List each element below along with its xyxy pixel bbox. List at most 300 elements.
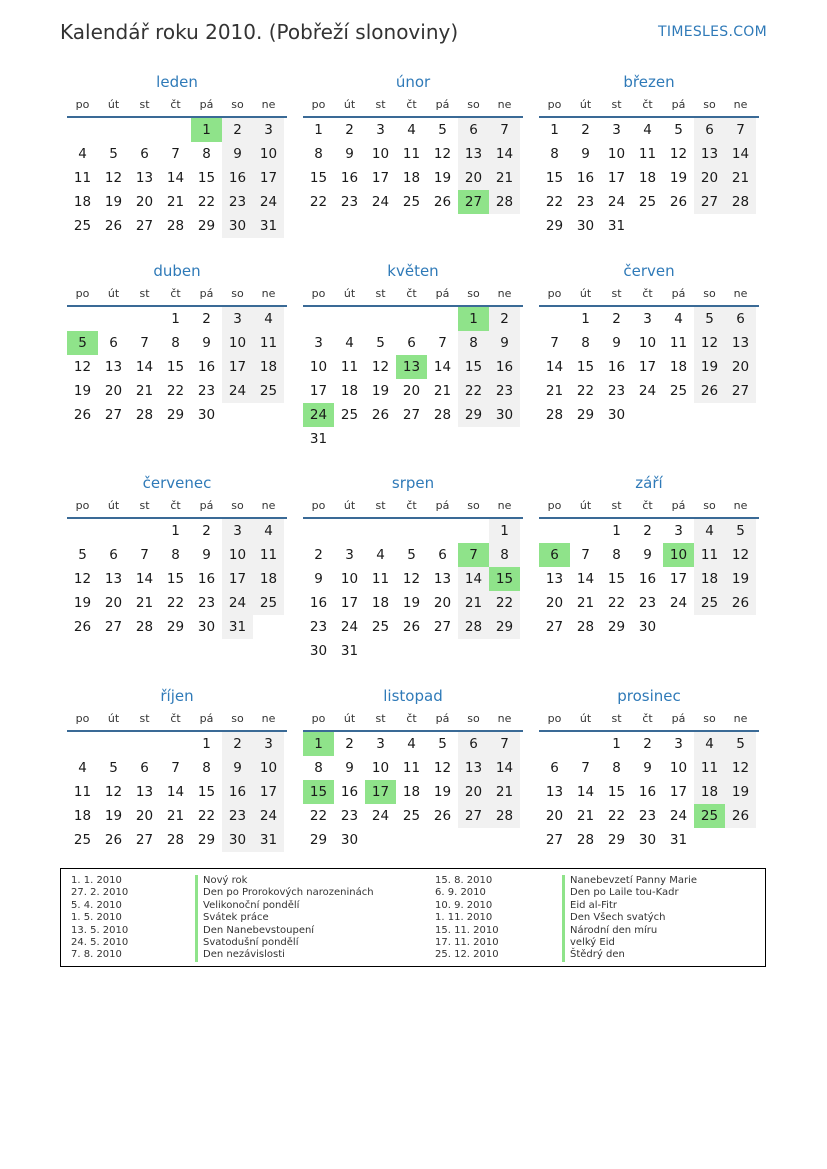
day-cell: 11 bbox=[638, 146, 657, 162]
empty-cell bbox=[365, 639, 396, 663]
week-row bbox=[303, 190, 523, 214]
day-cell: 29 bbox=[166, 619, 185, 635]
day-cell: 23 bbox=[197, 383, 216, 399]
day-cell: 23 bbox=[340, 808, 359, 824]
day-cell: 8 bbox=[612, 760, 621, 776]
empty-cell bbox=[694, 403, 725, 427]
weekday-label: čt bbox=[170, 712, 181, 725]
weekday-label: čt bbox=[406, 499, 417, 512]
day-cell: 7 bbox=[581, 547, 590, 563]
day-cell: 7 bbox=[140, 547, 149, 563]
weekend-day-cell: 6 bbox=[458, 118, 489, 142]
weekday-label: st bbox=[611, 499, 622, 512]
holiday-name: Eid al-Fitr bbox=[562, 900, 697, 912]
weekend-day-cell: 13 bbox=[458, 142, 489, 166]
day-cell: 12 bbox=[73, 359, 92, 375]
weekend-day-cell: 27 bbox=[458, 804, 489, 828]
day-cell: 2 bbox=[202, 523, 211, 539]
day-cell: 27 bbox=[135, 832, 154, 848]
empty-cell bbox=[663, 615, 694, 639]
empty-cell bbox=[129, 307, 160, 331]
weekend-day-cell: 23 bbox=[222, 804, 253, 828]
weekend-day-cell: 4 bbox=[253, 307, 284, 331]
empty-cell bbox=[458, 639, 489, 663]
weekday-header bbox=[539, 94, 759, 116]
weekend-day-cell: 31 bbox=[253, 214, 284, 238]
legend-dates-right bbox=[435, 875, 499, 962]
day-cell: 15 bbox=[166, 359, 185, 375]
day-cell: 9 bbox=[643, 760, 652, 776]
weekday-header bbox=[303, 708, 523, 730]
week-row bbox=[67, 756, 287, 780]
weekday-label: čt bbox=[170, 287, 181, 300]
week-row bbox=[539, 780, 759, 804]
day-cell: 20 bbox=[104, 595, 123, 611]
holiday-date: 13. 5. 2010 bbox=[71, 924, 129, 936]
day-cell: 29 bbox=[545, 218, 564, 234]
day-cell: 29 bbox=[576, 407, 595, 423]
day-cell: 2 bbox=[612, 311, 621, 327]
day-cell: 16 bbox=[309, 595, 328, 611]
weekend-day-cell: 29 bbox=[458, 403, 489, 427]
empty-cell bbox=[98, 118, 129, 142]
empty-cell bbox=[427, 639, 458, 663]
day-cell: 15 bbox=[607, 571, 626, 587]
day-cell: 9 bbox=[643, 547, 652, 563]
weekend-day-cell: 21 bbox=[489, 166, 520, 190]
weekday-label: út bbox=[107, 287, 120, 300]
legend-names-right bbox=[562, 875, 697, 962]
day-cell: 25 bbox=[73, 832, 92, 848]
week-row bbox=[67, 804, 287, 828]
weekend-day-cell: 15 bbox=[458, 355, 489, 379]
weekend-day-cell: 8 bbox=[489, 543, 520, 567]
week-row bbox=[303, 403, 523, 427]
weekend-day-cell: 11 bbox=[253, 543, 284, 567]
day-cell: 10 bbox=[340, 571, 359, 587]
weekend-day-cell: 11 bbox=[253, 331, 284, 355]
week-row bbox=[539, 214, 759, 238]
day-cell: 23 bbox=[197, 595, 216, 611]
day-cell: 7 bbox=[550, 335, 559, 351]
empty-cell bbox=[396, 307, 427, 331]
month-červen bbox=[539, 259, 759, 427]
day-cell: 21 bbox=[166, 808, 185, 824]
day-cell: 19 bbox=[371, 383, 390, 399]
day-cell: 24 bbox=[371, 808, 390, 824]
day-cell: 21 bbox=[433, 383, 452, 399]
day-cell: 19 bbox=[73, 383, 92, 399]
weekend-day-cell: 30 bbox=[222, 828, 253, 852]
weekday-label: so bbox=[231, 499, 244, 512]
empty-cell bbox=[427, 519, 458, 543]
day-cell: 25 bbox=[371, 619, 390, 635]
weekend-day-cell: 7 bbox=[489, 118, 520, 142]
day-cell: 27 bbox=[135, 218, 154, 234]
day-cell: 14 bbox=[545, 359, 564, 375]
weekday-label: so bbox=[703, 98, 716, 111]
week-row bbox=[539, 828, 759, 852]
weekend-day-cell: 8 bbox=[458, 331, 489, 355]
week-row bbox=[539, 142, 759, 166]
empty-cell bbox=[458, 519, 489, 543]
weekday-label: út bbox=[579, 712, 592, 725]
weekday-label: po bbox=[75, 499, 90, 512]
day-cell: 18 bbox=[73, 808, 92, 824]
weekend-day-cell: 25 bbox=[694, 591, 725, 615]
weekday-label: ne bbox=[497, 499, 512, 512]
empty-cell bbox=[334, 519, 365, 543]
empty-cell bbox=[427, 828, 458, 852]
holiday-date: 6. 9. 2010 bbox=[435, 887, 486, 899]
day-cell: 7 bbox=[171, 760, 180, 776]
weekday-label: so bbox=[231, 98, 244, 111]
day-cell: 30 bbox=[197, 407, 216, 423]
weekday-header bbox=[67, 94, 287, 116]
day-cell: 11 bbox=[402, 760, 421, 776]
holiday-day-cell: 1 bbox=[458, 307, 489, 331]
week-row bbox=[539, 756, 759, 780]
day-cell: 10 bbox=[309, 359, 328, 375]
weekend-day-cell: 28 bbox=[489, 804, 520, 828]
holiday-day-cell: 24 bbox=[303, 403, 334, 427]
empty-cell bbox=[427, 427, 458, 451]
empty-cell bbox=[98, 307, 129, 331]
empty-cell bbox=[334, 427, 365, 451]
day-cell: 27 bbox=[545, 619, 564, 635]
weekend-day-cell: 5 bbox=[725, 732, 756, 756]
weekday-label: pá bbox=[671, 287, 686, 300]
day-cell: 10 bbox=[371, 760, 390, 776]
weekday-label: pá bbox=[199, 499, 214, 512]
day-cell: 27 bbox=[545, 832, 564, 848]
weekend-day-cell: 19 bbox=[694, 355, 725, 379]
weekend-day-cell: 4 bbox=[694, 519, 725, 543]
day-cell: 3 bbox=[674, 523, 683, 539]
day-cell: 26 bbox=[433, 808, 452, 824]
empty-cell bbox=[570, 732, 601, 756]
day-cell: 26 bbox=[73, 407, 92, 423]
day-cell: 3 bbox=[376, 736, 385, 752]
empty-cell bbox=[98, 519, 129, 543]
day-cell: 29 bbox=[607, 832, 626, 848]
empty-cell bbox=[725, 214, 756, 238]
weekend-day-cell: 2 bbox=[222, 732, 253, 756]
holiday-date: 10. 9. 2010 bbox=[435, 899, 493, 911]
day-cell: 31 bbox=[340, 643, 359, 659]
day-cell: 9 bbox=[612, 335, 621, 351]
weekend-day-cell: 26 bbox=[725, 804, 756, 828]
month-name: září bbox=[635, 474, 663, 492]
day-cell: 15 bbox=[197, 170, 216, 186]
day-cell: 16 bbox=[340, 784, 359, 800]
weekday-label: pá bbox=[671, 499, 686, 512]
day-cell: 26 bbox=[104, 218, 123, 234]
weekend-day-cell: 5 bbox=[694, 307, 725, 331]
holiday-day-cell: 5 bbox=[67, 331, 98, 355]
week-row bbox=[303, 615, 523, 639]
day-cell: 30 bbox=[576, 218, 595, 234]
empty-cell bbox=[365, 427, 396, 451]
empty-cell bbox=[570, 519, 601, 543]
day-cell: 23 bbox=[638, 595, 657, 611]
weekend-day-cell: 17 bbox=[253, 780, 284, 804]
day-cell: 31 bbox=[669, 832, 688, 848]
weekday-label: út bbox=[579, 499, 592, 512]
day-cell: 8 bbox=[550, 146, 559, 162]
weekend-day-cell: 23 bbox=[222, 190, 253, 214]
day-cell: 21 bbox=[166, 194, 185, 210]
day-cell: 12 bbox=[73, 571, 92, 587]
day-cell: 22 bbox=[545, 194, 564, 210]
weekend-day-cell: 25 bbox=[253, 591, 284, 615]
weekend-day-cell: 1 bbox=[489, 519, 520, 543]
month-name: duben bbox=[153, 262, 201, 280]
empty-cell bbox=[396, 828, 427, 852]
weekday-label: pá bbox=[199, 98, 214, 111]
holiday-date: 1. 5. 2010 bbox=[71, 912, 122, 924]
day-cell: 22 bbox=[197, 808, 216, 824]
weekend-day-cell: 27 bbox=[725, 379, 756, 403]
holiday-day-cell: 1 bbox=[303, 732, 334, 756]
holiday-name: Štědrý den bbox=[562, 949, 697, 961]
weekday-label: pá bbox=[435, 712, 450, 725]
day-cell: 13 bbox=[135, 170, 154, 186]
weekend-day-cell: 13 bbox=[458, 756, 489, 780]
holiday-date: 17. 11. 2010 bbox=[435, 936, 499, 948]
empty-cell bbox=[663, 403, 694, 427]
day-cell: 18 bbox=[371, 595, 390, 611]
day-cell: 23 bbox=[607, 383, 626, 399]
day-cell: 19 bbox=[104, 194, 123, 210]
week-row bbox=[67, 166, 287, 190]
weekday-label: pá bbox=[671, 712, 686, 725]
weekday-label: út bbox=[107, 98, 120, 111]
day-cell: 25 bbox=[340, 407, 359, 423]
legend-dates-left bbox=[71, 875, 128, 962]
day-cell: 16 bbox=[576, 170, 595, 186]
day-cell: 4 bbox=[407, 122, 416, 138]
day-cell: 15 bbox=[576, 359, 595, 375]
weekend-day-cell: 28 bbox=[458, 615, 489, 639]
day-cell: 17 bbox=[340, 595, 359, 611]
week-row bbox=[539, 166, 759, 190]
weekday-label: so bbox=[703, 499, 716, 512]
day-cell: 29 bbox=[166, 407, 185, 423]
week-row bbox=[67, 591, 287, 615]
empty-cell bbox=[396, 519, 427, 543]
month-name: říjen bbox=[160, 687, 194, 705]
day-cell: 5 bbox=[109, 760, 118, 776]
day-cell: 31 bbox=[607, 218, 626, 234]
month-name: leden bbox=[156, 73, 198, 91]
weekday-label: so bbox=[467, 287, 480, 300]
weekend-day-cell: 19 bbox=[725, 567, 756, 591]
empty-cell bbox=[632, 214, 663, 238]
week-row bbox=[303, 307, 523, 331]
weekday-label: ne bbox=[261, 287, 276, 300]
day-cell: 25 bbox=[669, 383, 688, 399]
month-srpen bbox=[303, 471, 523, 663]
day-cell: 29 bbox=[607, 619, 626, 635]
weekday-label: út bbox=[579, 98, 592, 111]
empty-cell bbox=[489, 427, 520, 451]
weekend-day-cell: 10 bbox=[253, 756, 284, 780]
week-row bbox=[67, 780, 287, 804]
weekday-label: čt bbox=[642, 98, 653, 111]
day-cell: 17 bbox=[638, 359, 657, 375]
day-cell: 27 bbox=[433, 619, 452, 635]
day-cell: 28 bbox=[166, 832, 185, 848]
day-cell: 11 bbox=[669, 335, 688, 351]
week-row bbox=[67, 118, 287, 142]
week-row bbox=[67, 403, 287, 427]
holiday-day-cell: 13 bbox=[396, 355, 427, 379]
week-row bbox=[67, 190, 287, 214]
day-cell: 16 bbox=[638, 784, 657, 800]
weekday-label: po bbox=[75, 98, 90, 111]
weekday-label: pá bbox=[435, 98, 450, 111]
day-cell: 28 bbox=[576, 832, 595, 848]
day-cell: 27 bbox=[104, 619, 123, 635]
weekend-day-cell: 18 bbox=[253, 355, 284, 379]
day-cell: 1 bbox=[612, 736, 621, 752]
weekend-day-cell: 26 bbox=[725, 591, 756, 615]
weekend-day-cell: 30 bbox=[222, 214, 253, 238]
weekend-day-cell: 24 bbox=[222, 379, 253, 403]
week-row bbox=[539, 519, 759, 543]
weekday-label: ne bbox=[261, 499, 276, 512]
day-cell: 28 bbox=[576, 619, 595, 635]
day-cell: 16 bbox=[607, 359, 626, 375]
holiday-day-cell: 6 bbox=[539, 543, 570, 567]
weekday-label: út bbox=[107, 499, 120, 512]
day-cell: 24 bbox=[669, 808, 688, 824]
day-cell: 4 bbox=[78, 760, 87, 776]
day-cell: 19 bbox=[402, 595, 421, 611]
weekend-day-cell: 12 bbox=[694, 331, 725, 355]
week-row bbox=[303, 543, 523, 567]
holiday-date: 15. 8. 2010 bbox=[435, 875, 493, 886]
empty-cell bbox=[67, 519, 98, 543]
weekend-day-cell: 21 bbox=[489, 780, 520, 804]
day-cell: 5 bbox=[438, 122, 447, 138]
weekday-label: po bbox=[75, 287, 90, 300]
empty-cell bbox=[539, 732, 570, 756]
empty-cell bbox=[365, 307, 396, 331]
weekend-day-cell: 21 bbox=[458, 591, 489, 615]
legend-names-left bbox=[195, 875, 374, 962]
weekend-day-cell: 20 bbox=[458, 780, 489, 804]
day-cell: 29 bbox=[309, 832, 328, 848]
empty-cell bbox=[365, 828, 396, 852]
weekend-day-cell: 6 bbox=[694, 118, 725, 142]
weekday-label: so bbox=[231, 287, 244, 300]
day-cell: 24 bbox=[340, 619, 359, 635]
empty-cell bbox=[489, 828, 520, 852]
week-row bbox=[303, 732, 523, 756]
day-cell: 15 bbox=[309, 170, 328, 186]
weekday-label: po bbox=[547, 98, 562, 111]
holiday-name: velký Eid bbox=[562, 937, 697, 949]
weekday-header bbox=[539, 283, 759, 305]
brand-logo[interactable]: TIMESLES.COM bbox=[658, 24, 767, 40]
day-cell: 22 bbox=[309, 194, 328, 210]
day-cell: 8 bbox=[612, 547, 621, 563]
day-cell: 3 bbox=[674, 736, 683, 752]
day-cell: 26 bbox=[669, 194, 688, 210]
weekday-label: st bbox=[375, 98, 386, 111]
day-cell: 23 bbox=[638, 808, 657, 824]
day-cell: 12 bbox=[669, 146, 688, 162]
weekend-day-cell: 31 bbox=[253, 828, 284, 852]
day-cell: 14 bbox=[576, 571, 595, 587]
month-name: únor bbox=[395, 73, 431, 91]
day-cell: 20 bbox=[402, 383, 421, 399]
week-row bbox=[539, 307, 759, 331]
day-cell: 4 bbox=[376, 547, 385, 563]
day-cell: 19 bbox=[433, 170, 452, 186]
weekend-day-cell: 19 bbox=[725, 780, 756, 804]
month-březen bbox=[539, 70, 759, 238]
day-cell: 10 bbox=[669, 760, 688, 776]
weekend-day-cell: 12 bbox=[725, 756, 756, 780]
weekend-day-cell: 11 bbox=[694, 543, 725, 567]
day-cell: 20 bbox=[433, 595, 452, 611]
day-cell: 26 bbox=[104, 832, 123, 848]
day-cell: 18 bbox=[340, 383, 359, 399]
day-cell: 5 bbox=[376, 335, 385, 351]
day-cell: 12 bbox=[433, 760, 452, 776]
day-cell: 8 bbox=[314, 760, 323, 776]
weekday-label: st bbox=[139, 98, 150, 111]
day-cell: 4 bbox=[643, 122, 652, 138]
week-row bbox=[539, 804, 759, 828]
weekend-day-cell: 24 bbox=[253, 190, 284, 214]
day-cell: 30 bbox=[638, 832, 657, 848]
empty-cell bbox=[694, 828, 725, 852]
holiday-day-cell: 27 bbox=[458, 190, 489, 214]
day-cell: 30 bbox=[309, 643, 328, 659]
empty-cell bbox=[539, 307, 570, 331]
empty-cell bbox=[725, 828, 756, 852]
day-cell: 14 bbox=[135, 571, 154, 587]
day-cell: 2 bbox=[643, 736, 652, 752]
weekend-day-cell: 13 bbox=[725, 331, 756, 355]
day-cell: 11 bbox=[73, 170, 92, 186]
month-červenec bbox=[67, 471, 287, 639]
month-listopad bbox=[303, 684, 523, 852]
day-cell: 5 bbox=[407, 547, 416, 563]
day-cell: 6 bbox=[109, 335, 118, 351]
empty-cell bbox=[222, 403, 253, 427]
day-cell: 22 bbox=[309, 808, 328, 824]
holiday-name: Den po Prorokových narozeninách bbox=[195, 887, 374, 899]
day-cell: 5 bbox=[674, 122, 683, 138]
weekday-label: so bbox=[467, 98, 480, 111]
day-cell: 3 bbox=[376, 122, 385, 138]
empty-cell bbox=[160, 732, 191, 756]
day-cell: 14 bbox=[135, 359, 154, 375]
weekday-label: po bbox=[547, 712, 562, 725]
month-name: prosinec bbox=[617, 687, 681, 705]
day-cell: 20 bbox=[545, 595, 564, 611]
holiday-day-cell: 15 bbox=[489, 567, 520, 591]
day-cell: 25 bbox=[638, 194, 657, 210]
empty-cell bbox=[253, 403, 284, 427]
weekday-label: ne bbox=[733, 712, 748, 725]
weekend-day-cell: 22 bbox=[489, 591, 520, 615]
